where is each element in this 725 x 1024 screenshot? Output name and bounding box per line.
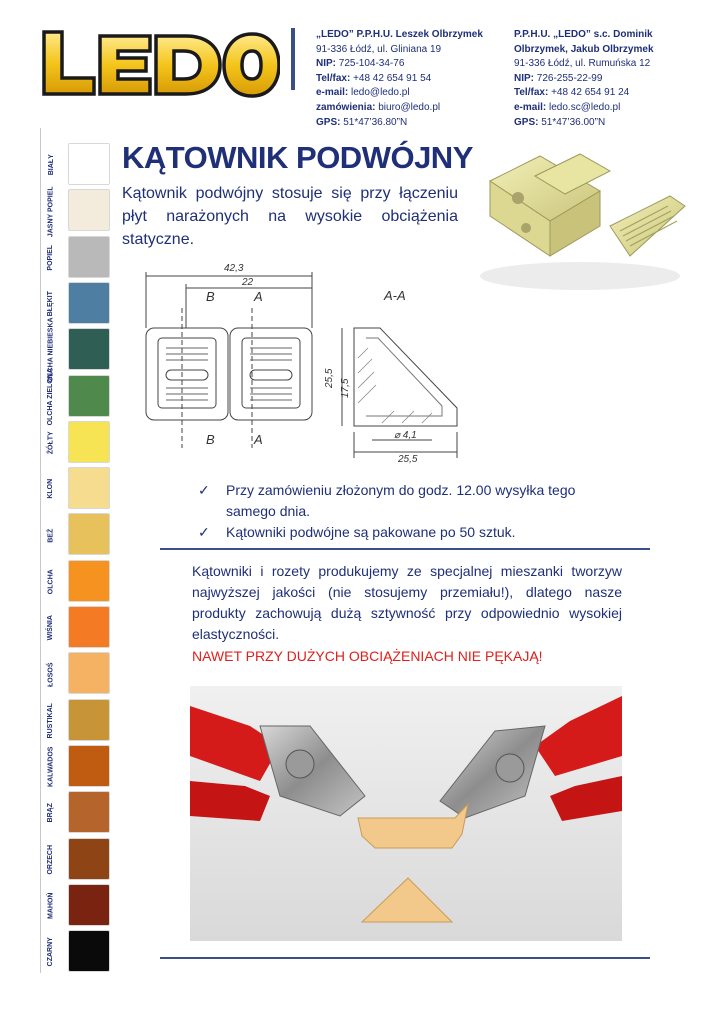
section-a-label-top: A: [254, 289, 263, 304]
color-swatch-row: [40, 467, 120, 511]
company-2-gps: GPS: 51*47’36.00”N: [514, 116, 606, 128]
color-swatch: [68, 328, 110, 370]
color-swatch-label: RUSTIKAL: [47, 702, 55, 739]
product-photo: [470, 136, 690, 296]
checkmark-icon: ✓: [198, 482, 210, 498]
color-swatch-label: KLON: [47, 479, 55, 500]
section-divider: [160, 548, 650, 550]
company-2-name-2: Olbrzymek, Jakub Olbrzymek: [514, 43, 654, 55]
company-2-email[interactable]: e-mail: ledo.sc@ledo.pl: [514, 101, 621, 113]
color-swatch-label: OLCHA ZIELONA: [47, 367, 55, 426]
color-swatch-label: OLCHA: [47, 569, 55, 595]
product-title: KĄTOWNIK PODWÓJNY: [122, 140, 473, 175]
color-swatch: [68, 791, 110, 833]
color-swatch-label: ŻÓŁTY: [47, 431, 55, 455]
color-swatch-label: OLCHA NIEBIESKA: [47, 317, 55, 383]
info-bullets: [198, 480, 628, 543]
footer-divider: [160, 957, 650, 959]
section-b-label-top: B: [206, 289, 215, 304]
header-divider: [291, 28, 295, 90]
company-1-orders[interactable]: zamówienia: biuro@ledo.pl: [316, 101, 441, 113]
ledo-logo: [38, 24, 280, 102]
color-swatch: [68, 375, 110, 417]
color-swatch-row: [40, 513, 120, 557]
color-swatch-row: [40, 791, 120, 835]
color-swatch-label: ORZECH: [47, 844, 55, 875]
color-swatch-row: [40, 560, 120, 604]
quality-warning: NAWET PRZY DUŻYCH OBCIĄŻENIACH NIE PĘKAJĄ!: [192, 648, 543, 664]
color-swatch-row: [40, 884, 120, 928]
color-swatch-row: [40, 699, 120, 743]
color-swatch: [68, 143, 110, 185]
color-swatch-row: [40, 606, 120, 650]
section-aa-label: A-A: [384, 288, 406, 303]
technical-drawing: [132, 258, 477, 468]
checkmark-icon: ✓: [198, 524, 210, 540]
color-swatch-row: [40, 317, 120, 383]
color-swatch-label: BEŻ: [47, 528, 55, 543]
color-swatch-label: BŁĘKIT: [47, 291, 55, 317]
dim-width-label: 25,5: [398, 454, 418, 465]
color-swatch-row: [40, 367, 120, 426]
color-swatch-label: MAHOŃ: [47, 892, 55, 920]
company-2-address: 91-336 Łódź, ul. Rumuńska 12: [514, 58, 651, 70]
contact-block-2: [514, 28, 704, 130]
color-swatch: [68, 606, 110, 648]
dim-half-label: 22: [242, 277, 254, 288]
color-swatch: [68, 236, 110, 278]
color-swatch-label: BIAŁY: [47, 154, 55, 176]
pliers-test-photo: [190, 686, 622, 941]
bullet-shipping: ✓ Przy zamówieniu złożonym do godz. 12.00 wysyłka tego samego dnia.: [198, 482, 576, 519]
color-swatch-row: [40, 236, 120, 280]
company-1-tel: Tel/fax: +48 42 654 91 54: [316, 72, 432, 84]
color-swatch: [68, 838, 110, 880]
company-1-email[interactable]: e-mail: ledo@ledo.pl: [316, 87, 410, 99]
dim-height-1-label: 25,5: [324, 368, 335, 388]
product-intro: Kątownik podwójny stosuje się przy łączeniu płyt narażonych na wysokie obciążenia statyczne.: [122, 185, 458, 248]
color-swatch: [68, 513, 110, 555]
color-swatch: [68, 652, 110, 694]
color-swatch: [68, 421, 110, 463]
company-2-tel: Tel/fax: +48 42 654 91 24: [514, 87, 630, 99]
color-swatch-label: POPIEL: [47, 244, 55, 271]
dim-hole-label: ⌀ 4,1: [394, 430, 417, 441]
color-swatch-label: BRĄZ: [47, 803, 55, 823]
section-a-label-bottom: A: [254, 432, 263, 447]
color-swatch-row: [40, 652, 120, 696]
color-swatch: [68, 189, 110, 231]
color-swatch-row: [40, 838, 120, 882]
section-b-label-bottom: B: [206, 432, 215, 447]
color-swatch-label: ŁOSOŚ: [47, 662, 55, 687]
color-swatch: [68, 467, 110, 509]
color-swatch: [68, 699, 110, 741]
company-1-address: 91-336 Łódź, ul. Gliniana 19: [316, 43, 442, 55]
company-2-name-1: P.P.H.U. „LEDO” s.c. Dominik: [514, 29, 653, 40]
color-swatch-label: KALWADOS: [47, 746, 55, 788]
color-swatch: [68, 930, 110, 972]
color-swatch-row: [40, 930, 120, 974]
color-swatch: [68, 282, 110, 324]
quality-text: Kątowniki i rozety produkujemy ze specjalnej mieszanki tworzyw najwyższej jakości (nie stosujemy przemiału!), dlatego nasze produkty zachowują dużą sztywność przy odpowiednio wysokiej elastyczności.: [192, 563, 622, 642]
contact-block-1: [316, 28, 496, 130]
color-swatch: [68, 560, 110, 602]
dim-total-label: 42,3: [224, 263, 244, 274]
color-swatch-label: WIŚNIA: [47, 615, 55, 641]
dim-height-2-label: 17,5: [340, 378, 351, 398]
color-swatch: [68, 884, 110, 926]
color-swatch-row: [40, 143, 120, 187]
bullet-packaging: ✓ Kątowniki podwójne są pakowane po 50 sztuk.: [198, 522, 628, 543]
company-1-name: „LEDO” P.P.H.U. Leszek Olbrzymek: [316, 29, 483, 40]
color-swatch-row: [40, 745, 120, 789]
color-swatch-label: JASNY POPIEL: [47, 185, 55, 237]
color-swatch-row: [40, 421, 120, 465]
company-1-nip: NIP: 725-104-34-76: [316, 58, 405, 70]
color-swatch-label: CZARNY: [47, 937, 55, 967]
company-2-nip: NIP: 726-255-22-99: [514, 72, 603, 84]
company-1-gps: GPS: 51*47’36.80”N: [316, 116, 408, 128]
color-swatch-row: [40, 185, 120, 237]
color-swatch: [68, 745, 110, 787]
